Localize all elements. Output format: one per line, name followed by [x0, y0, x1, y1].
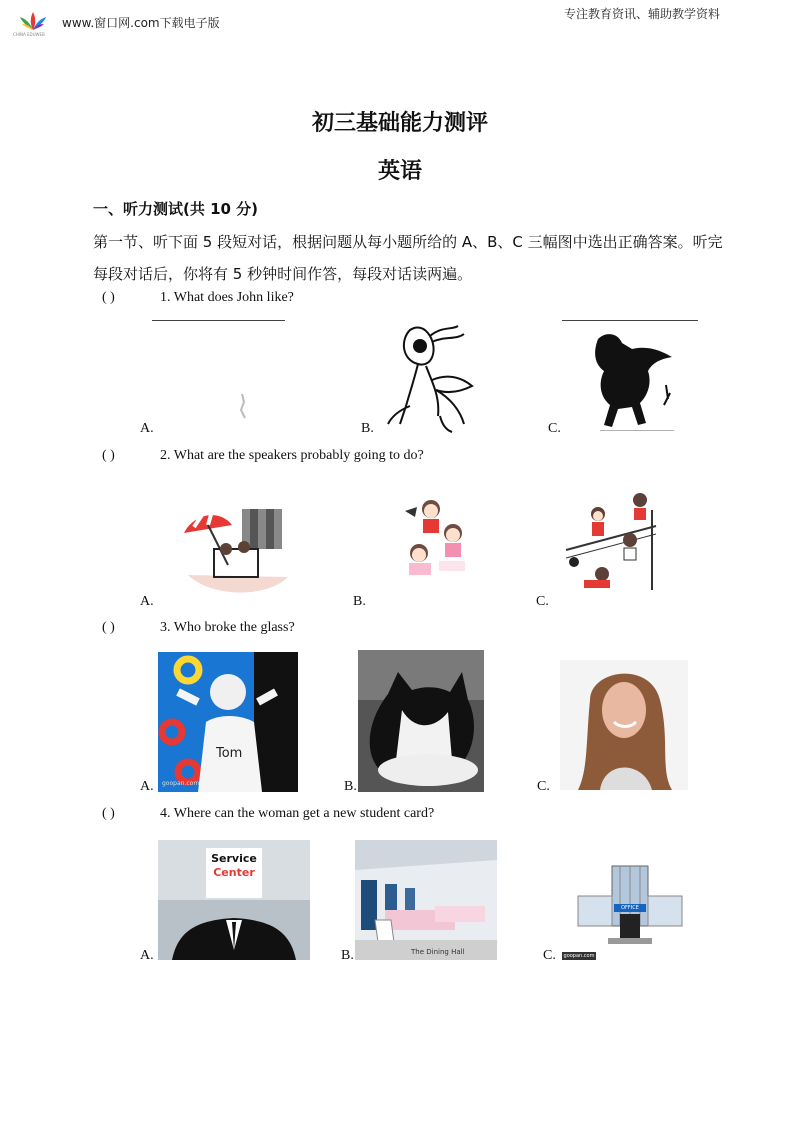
- section-heading: 一、听力测试(共 10 分): [93, 200, 259, 218]
- question-2: [102, 448, 424, 464]
- answer-blank[interactable]: ( ): [102, 448, 115, 463]
- option-b-label: B.: [353, 594, 366, 609]
- watermark: goopan.com: [162, 780, 200, 787]
- horse-image: [578, 325, 676, 431]
- page-title: 初三基础能力测评: [311, 111, 488, 136]
- option-a-label: A.: [140, 779, 154, 794]
- sign-line-2: Center: [213, 866, 255, 879]
- office-building-image: [568, 862, 694, 954]
- cat-photo: [358, 650, 484, 792]
- woman-photo: [560, 660, 688, 790]
- subject-title: 英语: [377, 159, 422, 184]
- kids-image: [395, 497, 477, 577]
- logo-caption: CHINA EDUWEB: [13, 32, 45, 37]
- divider: [562, 320, 698, 321]
- option-b-label: B.: [341, 948, 354, 963]
- question-3: [102, 620, 295, 636]
- question-1: [102, 290, 294, 306]
- option-c-label: C.: [537, 779, 550, 794]
- option-c-label: C.: [543, 948, 556, 963]
- sign-line-1: Service: [211, 852, 257, 865]
- office-sign: OFFICE: [621, 905, 639, 911]
- pony-image: [380, 320, 476, 434]
- watermark-badge: [562, 952, 596, 960]
- tom-label: Tom: [216, 746, 243, 761]
- option-b-label: B.: [361, 421, 374, 436]
- answer-blank[interactable]: ( ): [102, 290, 115, 305]
- beach-image: [180, 505, 292, 597]
- site-slogan: 专注教育资讯、辅助教学资料: [563, 7, 720, 21]
- option-a-label: A.: [140, 594, 154, 609]
- answer-blank[interactable]: ( ): [102, 806, 115, 821]
- option-c-label: C.: [548, 421, 561, 436]
- question-4: [102, 806, 434, 822]
- tom-photo: [158, 652, 298, 792]
- option-a-label: A.: [140, 948, 154, 963]
- dining-hall-photo: [355, 840, 497, 960]
- question-text: 2. What are the speakers probably going to do?: [160, 448, 424, 463]
- option-c-label: C.: [536, 594, 549, 609]
- service-center-photo: [158, 840, 310, 960]
- question-text: 4. Where can the woman get a new student card?: [160, 806, 435, 821]
- question-text: 1. What does John like?: [160, 290, 294, 305]
- answer-blank[interactable]: ( ): [102, 620, 115, 635]
- site-url[interactable]: www.窗口网.com下载电子版: [62, 16, 220, 30]
- instructions: 第一节、听下面 5 段短对话，根据问题从每小题所给的 A、B、C 三幅图中选出正确答案。听完每段对话后，你将有 5 秒钟时间作答，每段对话读两遍。: [93, 233, 723, 283]
- question-text: 3. Who broke the glass?: [160, 620, 295, 635]
- hall-caption: The Dining Hall: [411, 948, 465, 956]
- volleyball-image: [560, 490, 660, 598]
- faded-image: [236, 392, 250, 422]
- option-a-label: A.: [140, 421, 154, 436]
- divider: [152, 320, 285, 321]
- service-center-sign: [206, 848, 262, 898]
- watermark: goopan.com: [563, 953, 595, 959]
- option-b-label: B.: [344, 779, 357, 794]
